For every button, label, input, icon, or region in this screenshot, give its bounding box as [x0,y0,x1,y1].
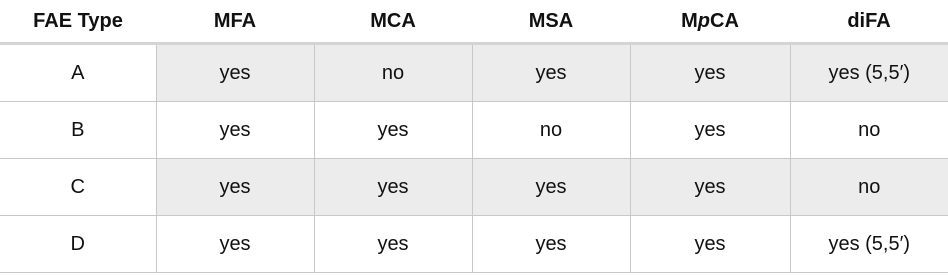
table-row [0,102,948,159]
table-row [0,216,948,273]
cell-msa: no [472,102,630,159]
header-fae-type: FAE Type [0,0,156,44]
cell-mfa: yes [156,159,314,216]
cell-mca: yes [314,102,472,159]
cell-difa: no [790,159,948,216]
cell-difa: yes (5,5′) [790,216,948,273]
header-mfa: MFA [156,0,314,44]
table-row [0,159,948,216]
header-mpca-prefix: M [681,9,698,32]
header-difa: diFA [790,0,948,44]
cell-mfa: yes [156,44,314,102]
cell-mpca: yes [630,159,790,216]
table-header [0,0,948,44]
cell-difa: no [790,102,948,159]
cell-mpca: yes [630,44,790,102]
header-mpca-suffix: CA [710,9,739,32]
header-mpca [630,0,790,44]
cell-msa: yes [472,159,630,216]
cell-mca: yes [314,216,472,273]
cell-msa: yes [472,44,630,102]
cell-msa: yes [472,216,630,273]
table-row [0,44,948,102]
cell-fae-type: B [0,102,156,159]
cell-fae-type: D [0,216,156,273]
cell-mpca: yes [630,102,790,159]
cell-fae-type: C [0,159,156,216]
cell-mca: yes [314,159,472,216]
cell-mfa: yes [156,216,314,273]
header-mpca-italic: p [697,9,710,32]
header-msa: MSA [472,0,630,44]
cell-difa: yes (5,5′) [790,44,948,102]
cell-fae-type: A [0,44,156,102]
cell-mca: no [314,44,472,102]
table-body [0,44,948,273]
header-row [0,0,948,44]
cell-mfa: yes [156,102,314,159]
cell-mpca: yes [630,216,790,273]
header-mca: MCA [314,0,472,44]
